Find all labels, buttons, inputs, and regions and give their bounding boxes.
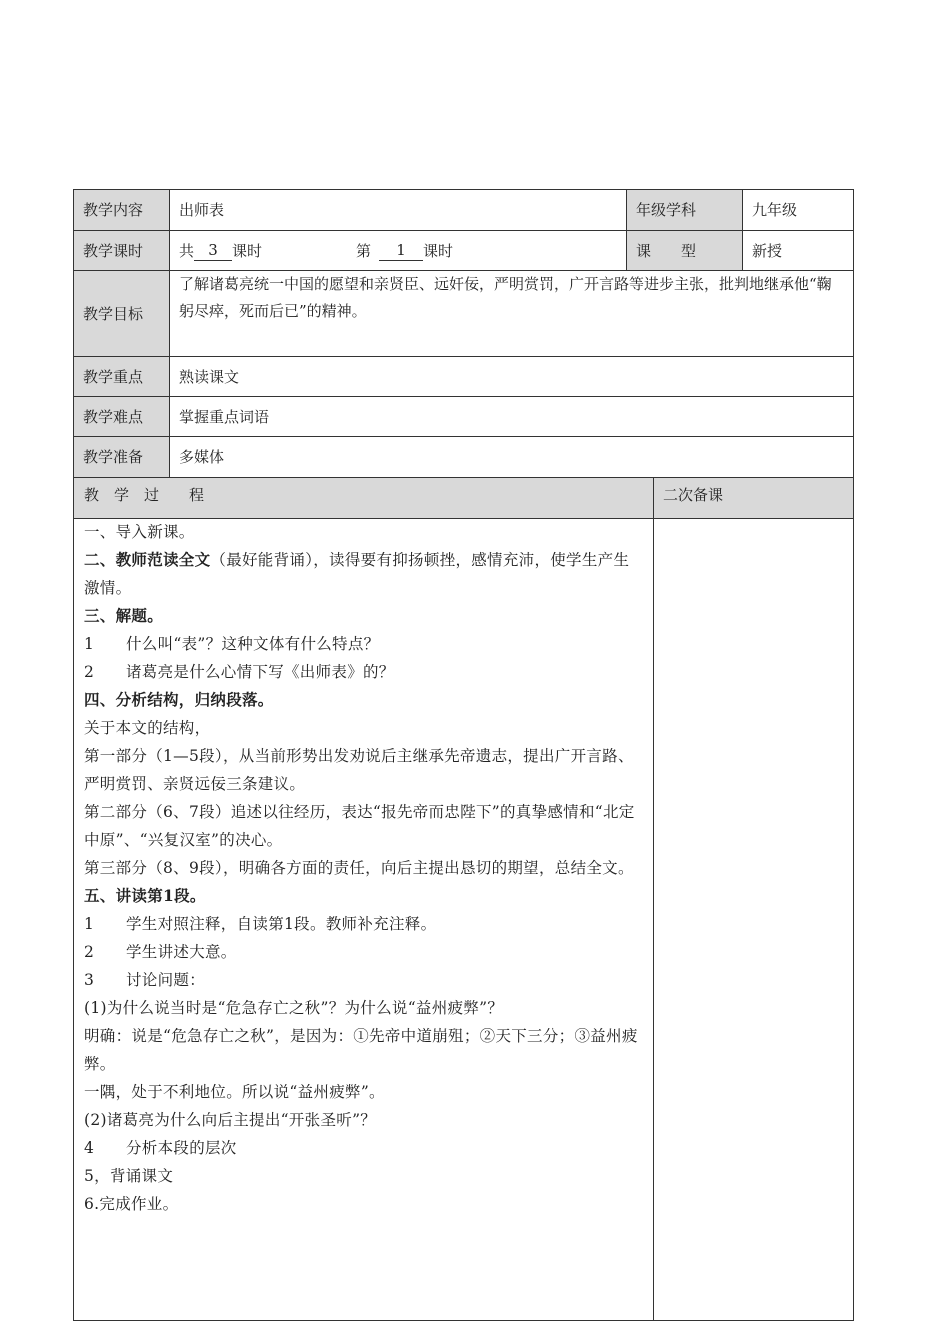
second-prep-label: 二次备课 (663, 486, 724, 504)
hours-current: 1 (379, 240, 423, 261)
item-number: 3 (84, 971, 95, 989)
process-text: 诸葛亮是什么心情下写《出师表》的？ (126, 663, 395, 681)
process-line: 5，背诵课文 (84, 1167, 174, 1185)
process-line: 第二部分（6、7段）追述以往经历，表达“报先帝而忠陛下”的真挚感情和“北定中原”、“兴复汉室”的决心。 (84, 803, 635, 849)
process-heading: 四、分析结构，归纳段落。 (84, 690, 274, 709)
process-line (84, 630, 643, 658)
type-value: 新授 (752, 241, 783, 260)
item-number: 1 (84, 915, 95, 933)
difficulty-label: 教学难点 (74, 397, 170, 436)
prep-label: 教学准备 (74, 437, 170, 477)
process-line (84, 966, 643, 994)
difficulty-value: 掌握重点词语 (179, 407, 270, 426)
row-process-header (74, 478, 853, 519)
process-heading: 三、解题。 (84, 606, 164, 625)
row-focus (74, 357, 853, 397)
hours-total-suffix: 课时 (232, 241, 263, 260)
process-text: 什么叫“表”？这种文体有什么特点？ (126, 635, 380, 653)
prep-value: 多媒体 (179, 448, 225, 466)
goal-value: 了解诸葛亮统一中国的愿望和亲贤臣、远奸佞，严明赏罚，广开言路等进步主张，批判地继承他“鞠躬尽瘁，死而后已”的精神。 (179, 275, 832, 320)
lesson-plan-table (73, 189, 854, 1321)
process-line (84, 546, 643, 602)
item-number: 2 (84, 663, 95, 681)
grade-value: 九年级 (752, 201, 798, 219)
hours-value (170, 231, 627, 270)
process-line: 一、导入新课。 (84, 523, 195, 541)
process-text: 学生对照注释，自读第1段。教师补充注释。 (126, 915, 437, 933)
process-text: 分析本段的层次 (126, 1139, 237, 1157)
process-body (74, 518, 654, 1320)
goal-label: 教学目标 (74, 271, 170, 356)
hours-label: 教学课时 (74, 231, 170, 270)
process-line: 明确：说是“危急存亡之秋”，是因为：①先帝中道崩殂；②天下三分；③益州疲弊。 (84, 1027, 638, 1073)
row-hours (74, 231, 853, 271)
process-line: (2)诸葛亮为什么向后主提出“开张圣听”？ (84, 1111, 377, 1129)
process-line: (1)为什么说当时是“危急存亡之秋”？为什么说“益州疲弊”？ (84, 999, 504, 1017)
focus-label: 教学重点 (74, 357, 170, 396)
process-line: 关于本文的结构， (84, 719, 211, 737)
hours-total: 3 (194, 240, 232, 261)
hours-total-prefix: 共 (179, 241, 195, 260)
process-heading: 五、讲读第1段。 (84, 886, 206, 905)
hours-current-prefix: 第 (356, 241, 372, 260)
process-line (84, 910, 643, 938)
process-text: 学生讲述大意。 (126, 943, 237, 961)
process-heading: 二、教师范读全文 (84, 550, 211, 569)
process-line: 第一部分（1—5段），从当前形势出发劝说后主继承先帝遗志，提出广开言路、严明赏罚、亲贤远佞三条建议。 (84, 747, 634, 793)
focus-value: 熟读课文 (179, 367, 240, 386)
hours-current-suffix: 课时 (423, 241, 454, 260)
row-goal (74, 271, 853, 357)
row-content (74, 190, 853, 231)
process-label: 教 学 过 程 (74, 478, 654, 518)
process-text: （最好能背诵），读得要有抑扬顿挫，感情充沛，使学生产生激情。 (84, 551, 630, 597)
item-number: 4 (84, 1139, 95, 1157)
content-label: 教学内容 (74, 190, 170, 230)
process-line: 6.完成作业。 (84, 1195, 179, 1213)
item-number: 2 (84, 943, 95, 961)
item-number: 1 (84, 635, 95, 653)
grade-label: 年级学科 (627, 190, 743, 230)
type-label: 课 型 (627, 231, 743, 270)
row-prep (74, 437, 853, 478)
process-line: 一隅，处于不利地位。所以说“益州疲弊”。 (84, 1083, 385, 1101)
process-line (84, 938, 643, 966)
process-line: 第三部分（8、9段），明确各方面的责任，向后主提出恳切的期望，总结全文。 (84, 859, 634, 877)
process-line (84, 658, 643, 686)
process-line (84, 1134, 643, 1162)
process-text: 讨论问题： (126, 971, 206, 989)
row-difficulty (74, 397, 853, 437)
content-value: 出师表 (170, 190, 627, 230)
